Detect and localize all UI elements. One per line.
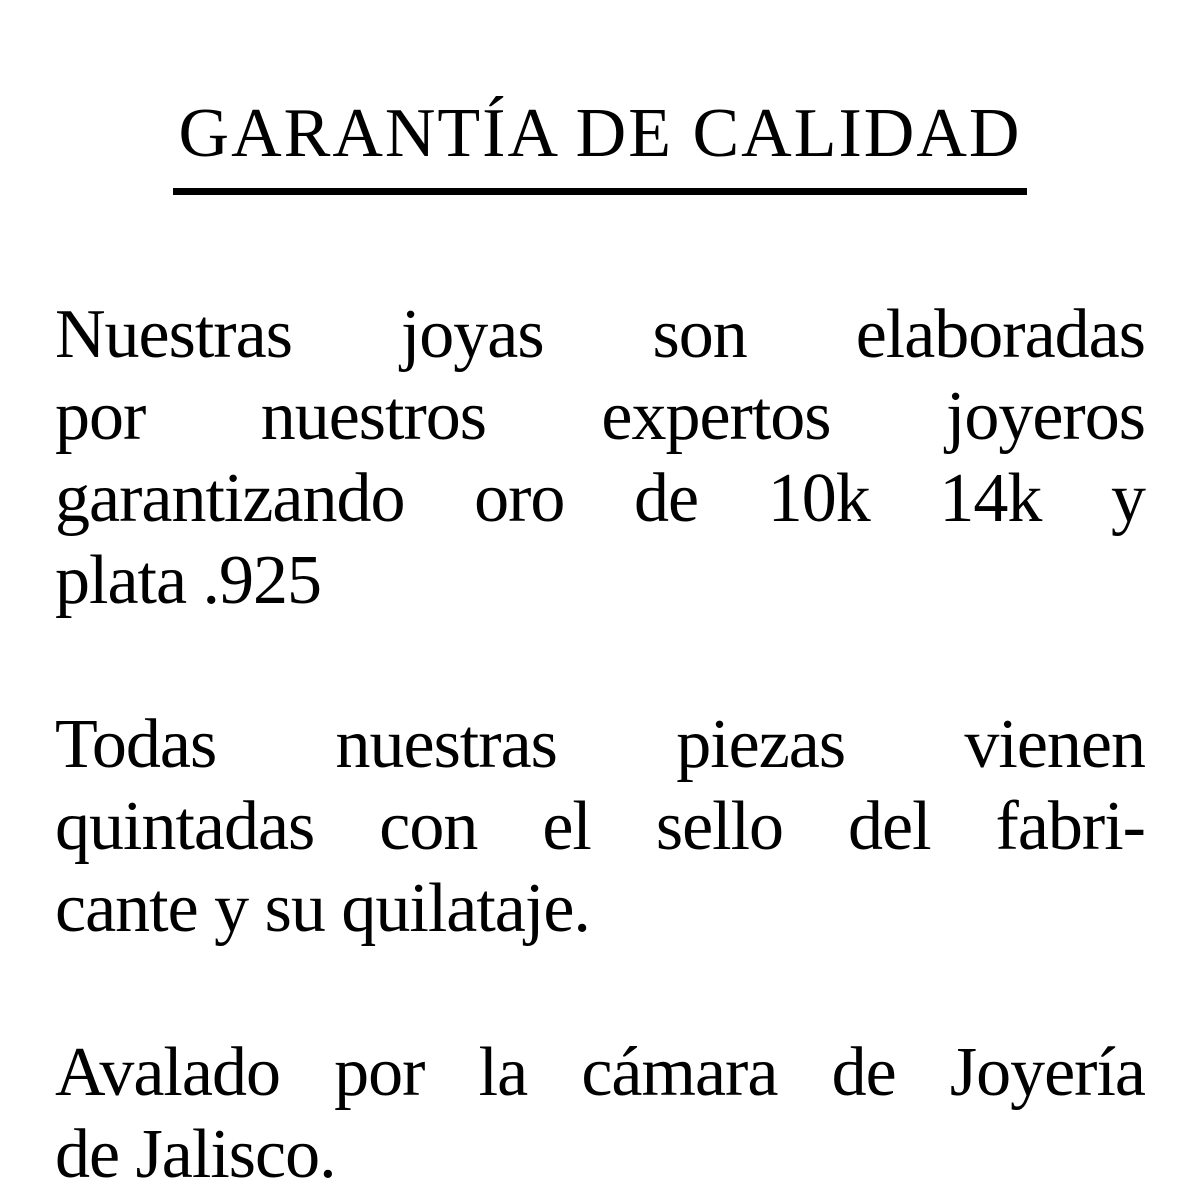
text-line: de Jalisco.	[55, 1115, 336, 1193]
page-title: GARANTÍA DE CALIDAD	[173, 95, 1028, 195]
text-line: cante y su quilataje.	[55, 869, 590, 947]
text-line: quintadas con el sello del fabri-	[55, 787, 1145, 865]
text-line: plata .925	[55, 541, 322, 619]
text-line: por nuestros expertos joyeros	[55, 377, 1145, 455]
paragraph-materials	[55, 294, 1145, 622]
paragraph-hallmark	[55, 704, 1145, 950]
text-line: Todas nuestras piezas vienen	[55, 705, 1145, 783]
title-block	[55, 48, 1145, 242]
text-line: Avalado por la cámara de Joyería	[55, 1033, 1145, 1111]
text-line: garantizando oro de 10k 14k y	[55, 459, 1145, 537]
paragraph-endorsement	[55, 1032, 1145, 1196]
text-line: Nuestras joyas son elaboradas	[55, 295, 1145, 373]
